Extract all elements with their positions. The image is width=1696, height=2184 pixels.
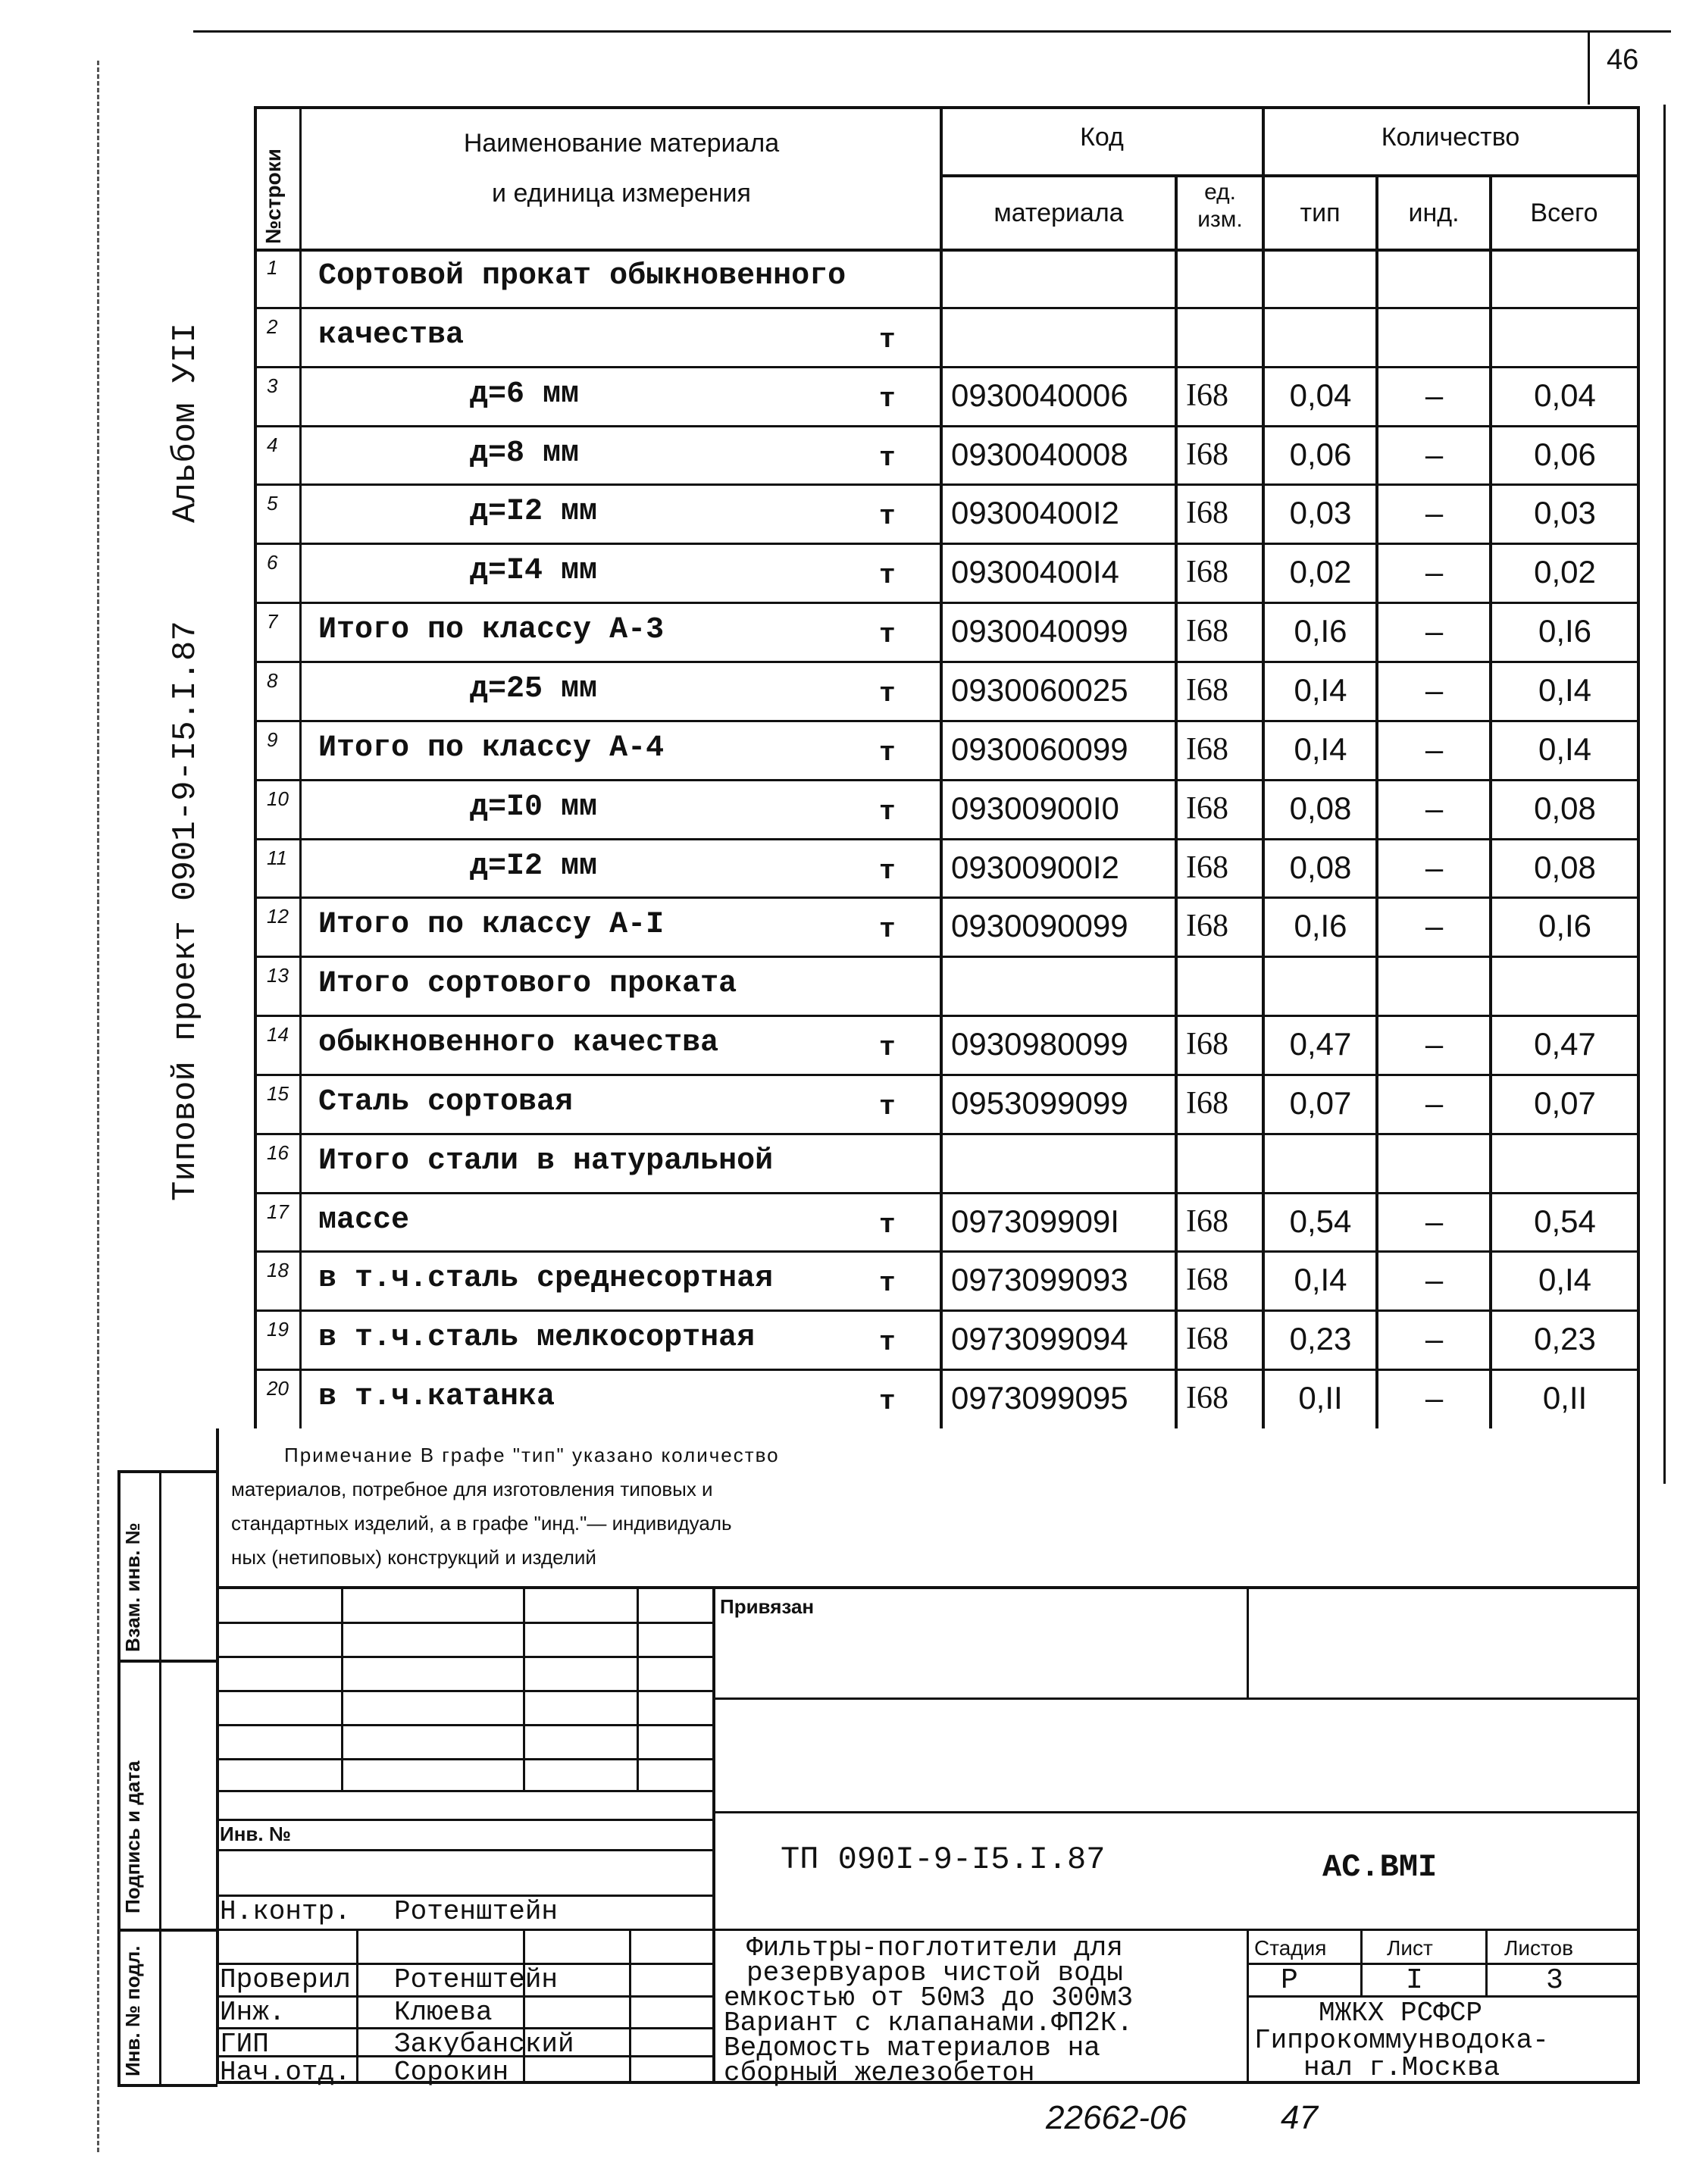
org-line2: Гипрокоммунводока- bbox=[1254, 2025, 1549, 2056]
row-number: 13 bbox=[267, 964, 289, 987]
role-label: Инж. bbox=[220, 1997, 286, 2028]
stage-label: Стадия bbox=[1254, 1936, 1327, 1960]
unit-code: I68 bbox=[1186, 496, 1228, 531]
row-number: 3 bbox=[267, 374, 278, 397]
unit-label: т bbox=[879, 737, 896, 768]
row-number: 2 bbox=[267, 314, 278, 338]
title-line: Вариант с клапанами.ФП2К. bbox=[724, 2007, 1134, 2039]
qty-type: 0,I6 bbox=[1294, 613, 1347, 649]
qty-total: 0,03 bbox=[1534, 495, 1596, 531]
material-name: д=I0 мм bbox=[470, 790, 598, 824]
row-number: 11 bbox=[267, 846, 287, 869]
qty-ind: – bbox=[1425, 671, 1444, 708]
person-name: Сорокин bbox=[394, 2057, 509, 2088]
material-code: 0930040099 bbox=[951, 613, 1128, 649]
row-number: 19 bbox=[267, 1318, 289, 1341]
row-number: 16 bbox=[267, 1140, 289, 1164]
unit-label: т bbox=[879, 560, 896, 592]
unit-code: I68 bbox=[1186, 1322, 1228, 1357]
unit-code: I68 bbox=[1186, 1203, 1228, 1239]
qty-type: 0,I6 bbox=[1294, 908, 1347, 944]
qty-total: 0,47 bbox=[1534, 1026, 1596, 1062]
role-label: Проверил bbox=[220, 1964, 351, 1995]
unit-label: т bbox=[879, 1386, 896, 1418]
header-code-unit: ед. изм. bbox=[1197, 180, 1243, 232]
material-name: д=I2 мм bbox=[470, 849, 598, 884]
qty-total: 0,I4 bbox=[1538, 671, 1592, 708]
header-quantity: Количество bbox=[1381, 123, 1520, 152]
material-name: Итого по классу А-I bbox=[318, 908, 665, 943]
qty-ind: – bbox=[1425, 377, 1444, 413]
header-total: Всего bbox=[1530, 199, 1598, 227]
unit-code: I68 bbox=[1186, 436, 1228, 472]
qty-ind: – bbox=[1425, 731, 1444, 767]
person-name: Закубанский bbox=[394, 2029, 574, 2060]
material-code: 0930060099 bbox=[951, 731, 1128, 767]
qty-type: 0,06 bbox=[1289, 436, 1352, 472]
qty-type: 0,03 bbox=[1289, 495, 1352, 531]
material-name: Сортовой прокат обыкновенного bbox=[318, 259, 846, 293]
qty-ind: – bbox=[1425, 1380, 1444, 1416]
material-name: обыкновенного качества bbox=[318, 1026, 719, 1061]
material-name: массе bbox=[318, 1203, 410, 1237]
material-name: Сталь сортовая bbox=[318, 1084, 574, 1119]
material-name: Итого по классу А-4 bbox=[318, 731, 665, 765]
qty-total: 0,II bbox=[1542, 1380, 1588, 1416]
row-number: 12 bbox=[267, 905, 289, 928]
qty-total: 0,I6 bbox=[1538, 908, 1592, 944]
header-code-material: материала bbox=[994, 199, 1124, 227]
unit-label: т bbox=[879, 501, 896, 533]
role-label: ГИП bbox=[220, 2029, 269, 2060]
unit-label: т bbox=[879, 619, 896, 651]
qty-type: 0,07 bbox=[1289, 1084, 1352, 1121]
unit-label: т bbox=[879, 1090, 896, 1122]
unit-code: I68 bbox=[1186, 731, 1228, 767]
row-number: 6 bbox=[267, 551, 278, 574]
unit-code: I68 bbox=[1186, 1085, 1228, 1121]
header-name-line1: Наименование материала bbox=[463, 129, 780, 158]
unit-label: т bbox=[879, 677, 896, 709]
material-name: в т.ч.катанка bbox=[318, 1380, 555, 1415]
material-name: в т.ч.сталь мелкосортная bbox=[318, 1321, 756, 1356]
material-name: д=25 мм bbox=[470, 671, 598, 706]
material-name: Итого стали в натуральной bbox=[318, 1144, 774, 1178]
row-number: 10 bbox=[267, 787, 289, 810]
qty-ind: – bbox=[1425, 554, 1444, 590]
qty-type: 0,I4 bbox=[1294, 731, 1347, 767]
row-number: 9 bbox=[267, 727, 278, 751]
qty-total: 0,08 bbox=[1534, 849, 1596, 885]
material-code: 09300400I4 bbox=[951, 554, 1119, 590]
note-line1: Примечание В графе "тип" указано количество bbox=[284, 1444, 780, 1466]
unit-code: I68 bbox=[1186, 377, 1228, 413]
unit-code: I68 bbox=[1186, 1263, 1228, 1298]
qty-total: 0,08 bbox=[1534, 790, 1596, 826]
unit-code: I68 bbox=[1186, 850, 1228, 885]
unit-label: т bbox=[879, 383, 896, 415]
qty-total: 0,I4 bbox=[1538, 731, 1592, 767]
material-code: 09300400I2 bbox=[951, 495, 1119, 531]
project-label: Типовой проект 0901-9-I5.I.87 bbox=[167, 621, 205, 1201]
material-code: 09300900I2 bbox=[951, 849, 1119, 885]
qty-type: 0,04 bbox=[1289, 377, 1352, 413]
unit-label: т bbox=[879, 324, 896, 355]
header-type: тип bbox=[1300, 199, 1341, 227]
qty-ind: – bbox=[1425, 1026, 1444, 1062]
note-line2: материалов, потребное для изготовления типовых и bbox=[231, 1478, 713, 1500]
material-name: в т.ч.сталь среднесортная bbox=[318, 1262, 774, 1297]
row-number: 14 bbox=[267, 1023, 289, 1047]
header-ind: инд. bbox=[1408, 199, 1460, 227]
label-vzam: Взам. инв. № bbox=[121, 1522, 144, 1652]
qty-ind: – bbox=[1425, 1262, 1444, 1298]
material-code: 0930040008 bbox=[951, 436, 1128, 472]
row-number: 20 bbox=[267, 1377, 289, 1400]
sheet-label: Лист bbox=[1387, 1936, 1433, 1960]
qty-type: 0,23 bbox=[1289, 1321, 1352, 1357]
person-name: Клюева bbox=[394, 1997, 493, 2028]
page-number: 46 bbox=[1607, 44, 1639, 76]
org-line1: МЖКХ РСФСР bbox=[1319, 1998, 1483, 2029]
unit-label: т bbox=[879, 855, 896, 887]
unit-label: т bbox=[879, 1209, 896, 1241]
qty-total: 0,07 bbox=[1534, 1084, 1596, 1121]
unit-label: т bbox=[879, 914, 896, 946]
row-number: 7 bbox=[267, 610, 278, 634]
unit-label: т bbox=[879, 796, 896, 828]
footer-page: 47 bbox=[1281, 2099, 1318, 2136]
title-line: сборный железобетон bbox=[724, 2057, 1035, 2089]
qty-ind: – bbox=[1425, 908, 1444, 944]
qty-total: 0,04 bbox=[1534, 377, 1596, 413]
qty-ind: – bbox=[1425, 436, 1444, 472]
qty-total: 0,I6 bbox=[1538, 613, 1592, 649]
qty-type: 0,54 bbox=[1289, 1203, 1352, 1239]
material-name: д=I4 мм bbox=[470, 554, 598, 589]
row-number: 4 bbox=[267, 433, 278, 456]
qty-type: 0,I4 bbox=[1294, 1262, 1347, 1298]
qty-type: 0,II bbox=[1298, 1380, 1343, 1416]
material-code: 0930060025 bbox=[951, 671, 1128, 708]
qty-ind: – bbox=[1425, 849, 1444, 885]
material-code: 09300900I0 bbox=[951, 790, 1119, 826]
material-name: Итого по классу А-3 bbox=[318, 613, 665, 648]
qty-ind: – bbox=[1425, 1084, 1444, 1121]
row-number: 5 bbox=[267, 492, 278, 515]
qty-total: 0,23 bbox=[1534, 1321, 1596, 1357]
row-number: 17 bbox=[267, 1200, 289, 1223]
qty-type: 0,47 bbox=[1289, 1026, 1352, 1062]
unit-code: I68 bbox=[1186, 909, 1228, 944]
role-label: Нач.отд. bbox=[220, 2057, 351, 2088]
qty-total: 0,I4 bbox=[1538, 1262, 1592, 1298]
qty-total: 0,54 bbox=[1534, 1203, 1596, 1239]
header-code: Код bbox=[1080, 123, 1124, 152]
footer-number: 22662-06 bbox=[1046, 2099, 1187, 2136]
row-number: 8 bbox=[267, 668, 278, 692]
material-code: 0973099094 bbox=[951, 1321, 1128, 1357]
org-line3: нал г.Москва bbox=[1303, 2052, 1500, 2083]
material-code: 0930090099 bbox=[951, 908, 1128, 944]
material-code: 0930040006 bbox=[951, 377, 1128, 413]
row-number: 18 bbox=[267, 1259, 289, 1282]
unit-code: I68 bbox=[1186, 790, 1228, 826]
qty-ind: – bbox=[1425, 790, 1444, 826]
doc-mark: АС.ВМI bbox=[1322, 1849, 1438, 1885]
material-code: 0953099099 bbox=[951, 1084, 1128, 1121]
note-line4: ных (нетиповых) конструкций и изделий bbox=[231, 1546, 596, 1569]
unit-code: I68 bbox=[1186, 555, 1228, 590]
label-podpis: Подпись и дата bbox=[121, 1760, 144, 1913]
material-name: качества bbox=[318, 318, 465, 352]
title-line: емкостью от 50м3 до 300м3 bbox=[724, 1982, 1134, 2013]
unit-code: I68 bbox=[1186, 1381, 1228, 1416]
material-code: 0973099095 bbox=[951, 1380, 1128, 1416]
unit-code: I68 bbox=[1186, 614, 1228, 649]
qty-total: 0,06 bbox=[1534, 436, 1596, 472]
note-line3: стандартных изделий, а в графе "инд."— индивидуаль bbox=[231, 1512, 732, 1535]
unit-code: I68 bbox=[1186, 1027, 1228, 1062]
role-label: Н.контр. bbox=[220, 1896, 351, 1927]
sheets-label: Листов bbox=[1504, 1936, 1573, 1960]
qty-type: 0,08 bbox=[1289, 790, 1352, 826]
material-name: д=8 мм bbox=[470, 436, 580, 471]
material-code: 0930980099 bbox=[951, 1026, 1128, 1062]
material-name: д=6 мм bbox=[470, 377, 580, 411]
qty-ind: – bbox=[1425, 1203, 1444, 1239]
unit-label: т bbox=[879, 1268, 896, 1300]
privyazan-label: Привязан bbox=[720, 1595, 815, 1618]
qty-type: 0,02 bbox=[1289, 554, 1352, 590]
row-number: 15 bbox=[267, 1081, 289, 1105]
row-number: 1 bbox=[267, 256, 278, 279]
qty-type: 0,I4 bbox=[1294, 671, 1347, 708]
unit-label: т bbox=[879, 442, 896, 474]
title-line: Ведомость материалов на bbox=[724, 2032, 1100, 2064]
unit-label: т bbox=[879, 1032, 896, 1064]
qty-ind: – bbox=[1425, 1321, 1444, 1357]
header-row-no: №строки bbox=[261, 149, 285, 244]
unit-code: I68 bbox=[1186, 672, 1228, 708]
sheet-value: I bbox=[1406, 1964, 1423, 1997]
sheets-value: 3 bbox=[1546, 1964, 1563, 1997]
person-name: Ротенштейн bbox=[394, 1964, 559, 1995]
person-name: Ротенштейн bbox=[394, 1896, 559, 1927]
label-inv-podl: Инв. № подл. bbox=[121, 1945, 144, 2076]
title-line: резервуаров чистой воды bbox=[746, 1957, 1123, 1988]
header-name-line2: и единица измерения bbox=[492, 179, 751, 208]
qty-type: 0,08 bbox=[1289, 849, 1352, 885]
inv-no-label: Инв. № bbox=[220, 1823, 291, 1845]
material-code: 097309909I bbox=[951, 1203, 1119, 1239]
stage-value: Р bbox=[1281, 1964, 1298, 1997]
material-code: 0973099093 bbox=[951, 1262, 1128, 1298]
qty-ind: – bbox=[1425, 613, 1444, 649]
qty-ind: – bbox=[1425, 495, 1444, 531]
material-name: Итого сортового проката bbox=[318, 967, 737, 1002]
doc-code: ТП 090I-9-I5.I.87 bbox=[781, 1841, 1106, 1878]
album-label: Альбом УII bbox=[167, 322, 205, 523]
material-name: д=I2 мм bbox=[470, 495, 598, 530]
title-line: Фильтры-поглотители для bbox=[746, 1932, 1123, 1963]
qty-total: 0,02 bbox=[1534, 554, 1596, 590]
unit-label: т bbox=[879, 1327, 896, 1359]
